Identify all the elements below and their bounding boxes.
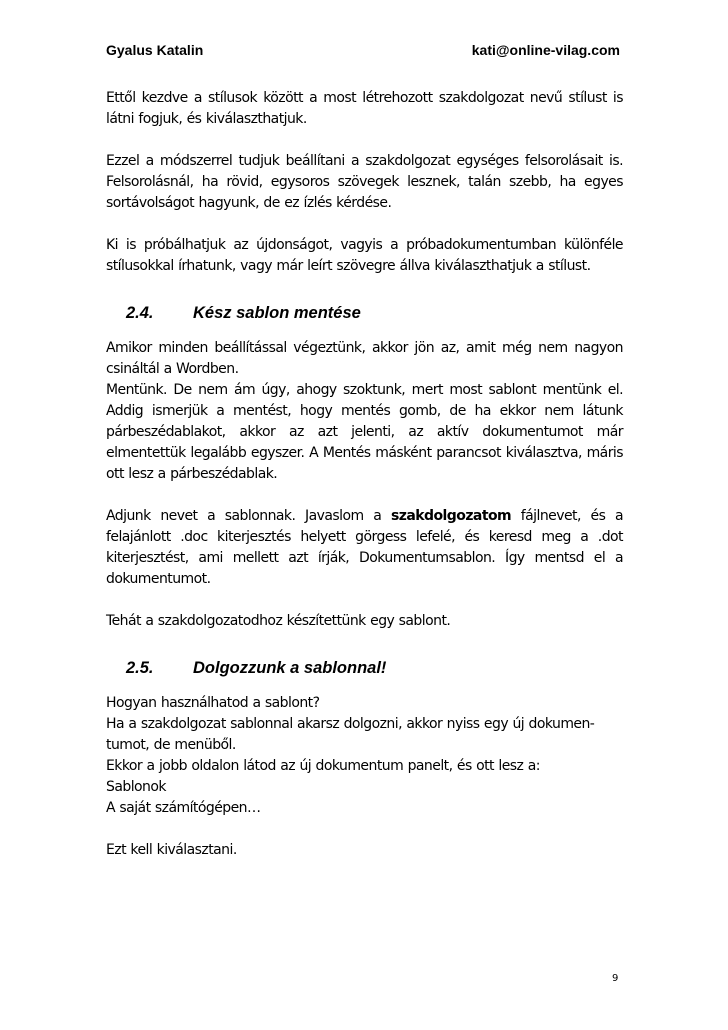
paragraph: Sablonok xyxy=(106,779,166,795)
paragraph: A saját számítógépen… xyxy=(106,800,261,816)
page-number: 9 xyxy=(612,973,619,984)
section-number: 2.4. xyxy=(126,304,154,322)
header-author: Gyalus Katalin xyxy=(106,42,204,58)
paragraph: Ki is próbálhatjuk az újdonságot, vagyis a próbadokumentumban különféle stílusokkal írhatunk, vagy már leírt szövegre állva kiválaszthatjuk a stílust. xyxy=(106,237,623,274)
section-heading-2-5 xyxy=(106,657,623,679)
document-body xyxy=(106,88,623,861)
paragraph: Mentünk. De nem ám úgy, ahogy szoktunk, mert most sablont mentünk el. Addig ismerjük a mentést, hogy mentés gomb, de ha ekkor nem látunk párbeszédablakot, akkor az azt jelenti, az aktív dokumentumot már elmentettük legalább egyszer. A Mentés másként parancsot kiválasztva, máris ott lesz a párbeszédablak. xyxy=(106,382,623,482)
text-span: fájlnevet, és a felajánlott .doc kiterjesztés helyett görgess lefelé, és keresd meg a .dot kiterjesztést, ami mellett azt írják, Dokumentumsablon. Így mentsd el a dokumentumot. xyxy=(106,508,623,587)
paragraph: Ezzel a módszerrel tudjuk beállítani a szakdolgozat egységes felsorolásait is. Felsorolásnál, ha rövid, egysoros szövegek lesznek, talán szebb, ha egyes sortávolságot hagyunk, de ez ízlés kérdése. xyxy=(106,153,623,211)
paragraph: Ha a szakdolgozat sablonnal akarsz dolgozni, akkor nyiss egy új dokumen-tumot, de menüből. xyxy=(106,716,595,753)
text-span: Adjunk nevet a sablonnak. Javaslom a xyxy=(106,508,391,524)
section-number: 2.5. xyxy=(126,659,154,677)
paragraph: Ekkor a jobb oldalon látod az új dokumentum panelt, és ott lesz a: xyxy=(106,758,540,774)
paragraph: Hogyan használhatod a sablont? xyxy=(106,695,320,711)
paragraph: Tehát a szakdolgozatodhoz készítettünk egy sablont. xyxy=(106,613,451,629)
section-title: Dolgozzunk a sablonnal! xyxy=(193,659,387,677)
paragraph: Ezt kell kiválasztani. xyxy=(106,842,237,858)
paragraph xyxy=(106,506,623,590)
paragraph: Amikor minden beállítással végeztünk, akkor jön az, amit még nem nagyon csináltál a Wordben. xyxy=(106,340,623,377)
bold-filename: szakdolgozatom xyxy=(390,508,512,524)
header-email: kati@online-vilag.com xyxy=(471,42,620,58)
paragraph: Ettől kezdve a stílusok között a most létrehozott szakdolgozat nevű stílust is látni fogjuk, és kiválaszthatjuk. xyxy=(106,90,623,127)
section-title: Kész sablon mentése xyxy=(193,304,361,322)
section-heading-2-4 xyxy=(106,302,623,324)
